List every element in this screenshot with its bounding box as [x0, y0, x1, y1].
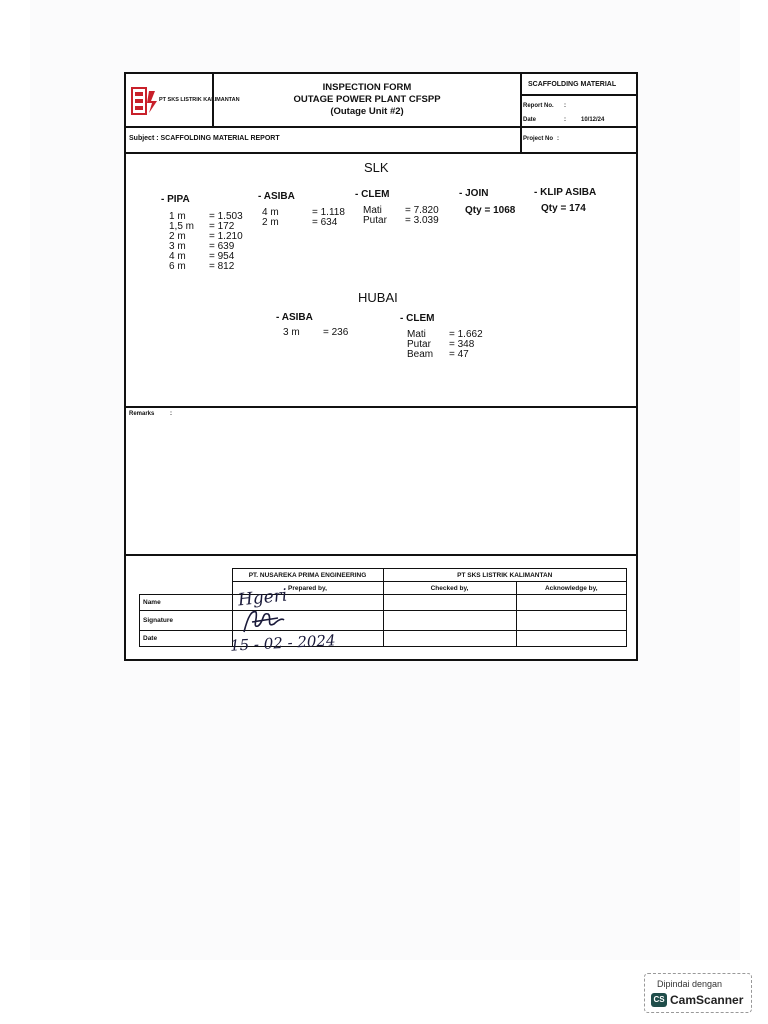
- klip-asiba-qty: Qty = 174: [541, 203, 586, 214]
- watermark-line1: Dipindai dengan: [657, 979, 723, 989]
- date-label: Date: [523, 117, 537, 123]
- project-no-label: Project No: [523, 136, 554, 142]
- acknowledge-by: Acknowledge by,: [516, 582, 627, 595]
- hubai-asiba-label: - ASIBA: [276, 312, 313, 323]
- form-title-line3: (Outage Unit #2): [330, 106, 404, 117]
- list-item: 1,5 m = 172: [169, 221, 235, 232]
- category-label: SCAFFOLDING MATERIAL: [528, 81, 617, 88]
- watermark-brand: CamScanner: [670, 993, 744, 1007]
- form-title-line1: INSPECTION FORM: [322, 82, 412, 93]
- row-date-label: Date: [140, 631, 233, 647]
- acknowledge-name-cell: [516, 595, 627, 611]
- checked-signature-cell: [383, 611, 516, 631]
- asiba-list: [262, 208, 345, 228]
- handwritten-name: Hgeri: [237, 585, 289, 611]
- date-sep: :: [564, 117, 566, 123]
- remarks-sep: :: [170, 411, 172, 417]
- divider: [126, 152, 636, 154]
- list-item: 4 m = 954: [169, 251, 235, 262]
- join-label: - JOIN: [459, 188, 489, 199]
- company-left: PT. NUSAREKA PRIMA ENGINEERING: [232, 569, 383, 582]
- divider: [520, 74, 522, 152]
- camscanner-logo-icon: CS: [651, 993, 667, 1007]
- acknowledge-date-cell: [516, 631, 627, 647]
- company-right: PT SKS LISTRIK KALIMANTAN: [383, 569, 627, 582]
- date-value: 10/12/24: [581, 117, 605, 123]
- camscanner-watermark: [644, 973, 752, 1013]
- list-item: Mati = 7.820: [363, 205, 439, 216]
- divider: [126, 554, 636, 556]
- list-item: 2 m = 1.210: [169, 231, 243, 242]
- list-item: Beam = 47: [407, 349, 469, 360]
- handwritten-signature-icon: [238, 606, 288, 636]
- row-name-label: Name: [140, 595, 233, 611]
- checked-date-cell: [383, 631, 516, 647]
- project-no-sep: :: [557, 136, 559, 142]
- checked-by: Checked by,: [383, 582, 516, 595]
- hubai-title: HUBAI: [358, 290, 398, 305]
- clem-label: - CLEM: [355, 189, 390, 200]
- divider: [126, 406, 636, 408]
- report-no-label: Report No.: [523, 103, 554, 109]
- company-logo-text: PT SKS LISTRIK KALIMANTAN: [159, 97, 240, 103]
- list-item: 2 m = 634: [262, 217, 338, 228]
- list-item: 3 m = 236: [283, 327, 349, 338]
- asiba-label: - ASIBA: [258, 191, 295, 202]
- signoff-table: [139, 568, 627, 647]
- list-item: 4 m = 1.118: [262, 207, 345, 218]
- list-item: 3 m = 639: [169, 241, 235, 252]
- subject-text: Subject : SCAFFOLDING MATERIAL REPORT: [129, 135, 280, 142]
- list-item: Putar = 3.039: [363, 215, 439, 226]
- hubai-asiba-list: [283, 328, 348, 338]
- list-item: Putar = 348: [407, 339, 475, 350]
- hubai-clem-list: [407, 330, 483, 360]
- list-item: 1 m = 1.503: [169, 211, 243, 222]
- report-no-sep: :: [564, 103, 566, 109]
- klip-asiba-label: - KLIP ASIBA: [534, 187, 597, 198]
- inspection-form: [124, 72, 638, 661]
- list-item: Mati = 1.662: [407, 329, 483, 340]
- remarks-label: Remarks: [129, 411, 155, 417]
- form-title-line2: OUTAGE POWER PLANT CFSPP: [293, 94, 441, 105]
- acknowledge-signature-cell: [516, 611, 627, 631]
- divider: [520, 94, 636, 96]
- row-signature-label: Signature: [140, 611, 233, 631]
- slk-title: SLK: [364, 160, 389, 175]
- pipa-label: - PIPA: [161, 194, 190, 205]
- hubai-clem-label: - CLEM: [400, 313, 435, 324]
- prepared-by: Prepared by,: [232, 582, 383, 595]
- checked-name-cell: [383, 595, 516, 611]
- clem-list: [363, 206, 439, 226]
- list-item: 6 m = 812: [169, 261, 235, 272]
- company-logo: [131, 87, 240, 115]
- form-title: [214, 82, 520, 118]
- handwritten-date: 15 - 02 - 2024: [229, 631, 336, 655]
- pipa-list: [169, 212, 243, 272]
- join-qty: Qty = 1068: [465, 205, 516, 216]
- divider: [126, 126, 636, 128]
